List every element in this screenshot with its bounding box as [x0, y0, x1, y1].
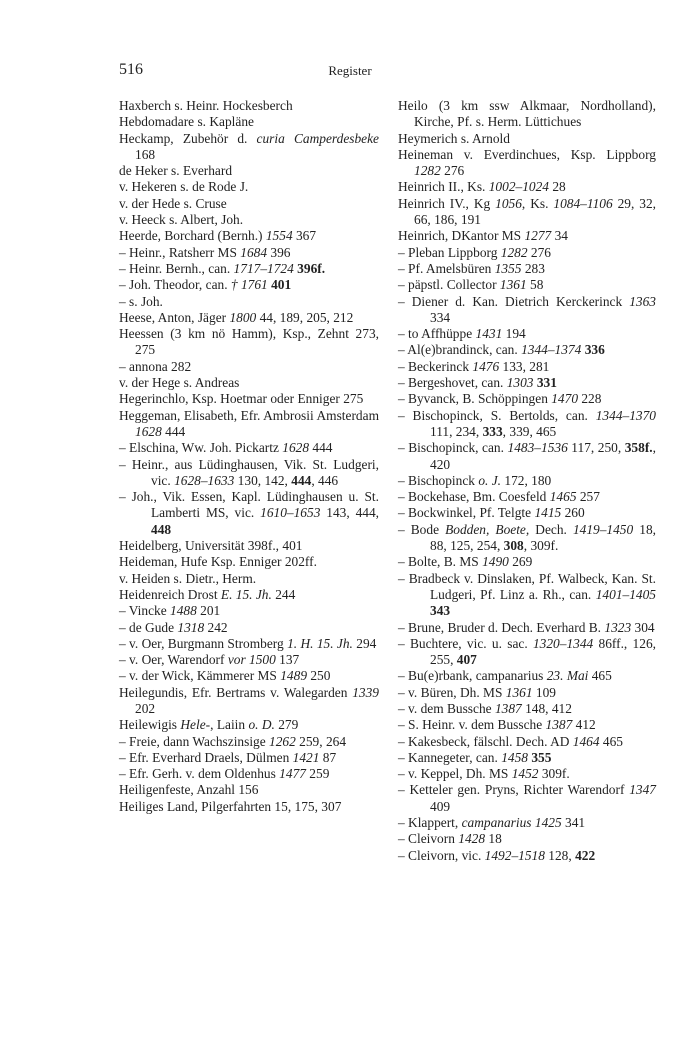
entry-text: – Freie, dann Wachszinsige [119, 733, 270, 749]
entry-text: 1628 [135, 423, 162, 439]
entry-text: 444 [161, 423, 186, 439]
index-subentry [398, 375, 656, 391]
entry-text: 396f. [297, 260, 326, 276]
entry-text: – v. der Wick, Kämmerer MS [119, 668, 281, 684]
entry-text: v. Heeck s. Albert, Joh. [119, 212, 244, 228]
entry-text: 331 [536, 375, 557, 391]
entry-text: 194 [502, 326, 526, 342]
entry-text: 1465 [549, 489, 577, 505]
entry-text: o. J. [478, 472, 502, 488]
entry-text: Heineman v. Everdinchues, Ksp. Lippborg [398, 146, 656, 162]
entry-text: 1387 [545, 717, 573, 733]
entry-text: – Bu(e)rbank, campanarius [398, 668, 547, 684]
index-column-left [119, 98, 379, 815]
index-subentry [398, 848, 656, 864]
entry-text: Heinrich IV., Kg [398, 195, 496, 211]
index-subentry [119, 620, 379, 636]
entry-text: 1470 [551, 391, 579, 407]
entry-text: – Heinr. Bernh., can. [119, 260, 234, 276]
entry-text: , 339, 465 [502, 423, 557, 439]
index-subentry [398, 782, 656, 815]
index-subentry [398, 734, 656, 750]
entry-text: 294 [352, 635, 377, 651]
entry-text: – Ketteler gen. Pryns, Richter Warendorf [398, 782, 630, 798]
entry-text: 257 [576, 489, 600, 505]
entry-text: Hebdomadare s. Kapläne [119, 114, 254, 130]
entry-text: 1282 [414, 163, 441, 179]
entry-text: v. Heiden s. Dietr., Herm. [119, 570, 257, 586]
entry-text: 18 [485, 831, 502, 847]
entry-text: – v. Keppel, Dh. MS [398, 766, 512, 782]
entry-text: campanarius 1425 [461, 815, 562, 831]
entry-text: † 1761 [230, 277, 268, 293]
index-subentry [119, 636, 379, 652]
entry-text: 86ff., 126, 255, [430, 635, 656, 668]
entry-text: , 446 [311, 472, 339, 488]
index-entry [398, 228, 656, 244]
index-entry [119, 538, 379, 554]
entry-text: 367 [292, 228, 317, 244]
index-subentry [398, 440, 656, 473]
index-subentry [398, 571, 656, 620]
entry-text: 1421 [292, 749, 320, 765]
entry-text: 412 [572, 717, 596, 733]
entry-text: – Joh. Theodor, can. [119, 277, 231, 293]
entry-text: – Kakesbeck, fälschl. Dech. AD [398, 733, 573, 749]
entry-text: , 420 [430, 440, 656, 472]
entry-text: 29, 32, 66, 186, 191 [414, 195, 657, 228]
entry-text: 1363 [629, 293, 656, 309]
index-subentry [398, 245, 656, 261]
entry-text: 130, 142, [234, 472, 292, 488]
entry-text: Heese, Anton, Jäger [119, 309, 230, 325]
entry-text: – s. Joh. [119, 293, 163, 309]
entry-text: 1. H. 15. Jh. [287, 635, 353, 651]
running-head: Register [328, 63, 372, 78]
entry-text: 1489 [280, 668, 308, 684]
index-entry [119, 685, 379, 718]
entry-text: 1419–1450 [572, 521, 634, 537]
entry-text: 44, 189, 205, 212 [256, 309, 354, 325]
entry-text: 1323 [604, 619, 632, 635]
entry-text: 1401–1405 [595, 586, 656, 602]
entry-text: 58 [526, 277, 544, 293]
index-subentry [398, 717, 656, 733]
entry-text: – Cleivorn, vic. [398, 847, 485, 863]
entry-text: Heinrich, DKantor MS [398, 228, 525, 244]
entry-text: – Bode [398, 521, 446, 537]
entry-text: 444 [309, 440, 333, 456]
index-subentry [398, 522, 656, 555]
entry-text: Hele- [180, 717, 211, 733]
entry-text: 309f. [538, 766, 570, 782]
entry-text: Heideman, Hufe Ksp. Enniger 202ff. [119, 554, 317, 570]
entry-text: – Efr. Everhard Draels, Dülmen [119, 749, 293, 765]
entry-text: 1282 [500, 244, 528, 260]
index-subentry [398, 277, 656, 293]
entry-text: de Heker s. Everhard [119, 163, 233, 179]
index-subentry [398, 408, 656, 441]
entry-text: 465 [588, 668, 612, 684]
entry-text: 336 [584, 342, 605, 358]
entry-text: Heymerich s. Arnold [398, 130, 510, 146]
entry-text: 1477 [279, 766, 306, 782]
entry-text: 128, [544, 847, 576, 863]
entry-text: – Joh., Vik. Essen, Kapl. Lüdinghausen u. St. Lamberti MS, vic. [119, 489, 379, 521]
index-entry [119, 98, 379, 114]
index-subentry [119, 457, 379, 490]
index-subentry [398, 636, 656, 669]
index-subentry [119, 294, 379, 310]
index-entry [119, 571, 379, 587]
entry-text: 358f. [624, 440, 653, 456]
entry-text: Heckamp, Zubehör d. [119, 130, 257, 146]
index-entry [398, 179, 656, 195]
entry-text: 242 [204, 619, 228, 635]
index-entry [119, 179, 379, 195]
entry-text: , Laiin [210, 717, 249, 733]
entry-text: 1458 [501, 749, 528, 765]
entry-text: 1488 [170, 603, 197, 619]
entry-text: 1344–1374 [521, 342, 582, 358]
entry-text: 23. Mai [546, 668, 589, 684]
entry-text: – v. Oer, Warendorf [119, 652, 228, 668]
entry-text: 34 [551, 228, 568, 244]
entry-text: 1415 [534, 505, 562, 521]
entry-text: Heerde, Borchard (Bernh.) [119, 228, 266, 244]
entry-text: 1684 [240, 244, 268, 260]
index-subentry [398, 815, 656, 831]
entry-text: 269 [508, 554, 533, 570]
index-entry [398, 147, 656, 180]
entry-text: 1800 [229, 309, 257, 325]
index-entry [119, 375, 379, 391]
entry-text: 304 [631, 619, 655, 635]
index-subentry [398, 620, 656, 636]
entry-text: 1355 [494, 260, 522, 276]
page-number: 516 [119, 61, 143, 78]
index-subentry [119, 766, 379, 782]
entry-text: 1717–1724 [233, 260, 294, 276]
entry-text: 465 [599, 733, 623, 749]
entry-text: 1320–1344 [532, 635, 594, 651]
entry-text: 1347 [629, 782, 656, 798]
entry-text: – Bergeshovet, can. [398, 375, 507, 391]
entry-text: – Heinr., Ratsherr MS [119, 244, 241, 260]
index-entry [119, 408, 379, 441]
entry-text: 244 [271, 586, 296, 602]
index-subentry [119, 750, 379, 766]
index-subentry [398, 489, 656, 505]
entry-text: 1361 [499, 277, 527, 293]
index-subentry [398, 750, 656, 766]
entry-text: v. Hekeren s. de Rode J. [119, 179, 249, 195]
entry-text: 341 [561, 815, 586, 831]
index-subentry [119, 489, 379, 538]
entry-text: 276 [527, 244, 551, 260]
entry-text: – Efr. Gerh. v. dem Oldenhus [119, 766, 280, 782]
entry-text: 1361 [505, 684, 533, 700]
entry-text: 137 [275, 652, 300, 668]
entry-text: 409 [430, 798, 451, 814]
entry-text: v. der Hede s. Cruse [119, 195, 227, 211]
entry-text: – Pf. Amelsbüren [398, 260, 495, 276]
index-subentry [398, 294, 656, 327]
index-subentry [398, 359, 656, 375]
entry-text: 172, 180 [501, 472, 552, 488]
entry-text: Dech. [529, 521, 573, 537]
entry-text: Heinrich II., Ks. [398, 179, 489, 195]
entry-text: 1610–1653 [260, 505, 321, 521]
index-subentry [119, 277, 379, 293]
entry-text: 250 [307, 668, 331, 684]
index-subentry [398, 766, 656, 782]
entry-text: – Buchtere, vic. u. sac. [398, 635, 533, 651]
entry-text: 117, 250, [567, 440, 625, 456]
index-entry [119, 554, 379, 570]
entry-text: – Pleban Lippborg [398, 244, 501, 260]
entry-text: 1056 [495, 195, 522, 211]
entry-text: 143, 444, [320, 505, 380, 521]
entry-text: vor 1500 [227, 652, 276, 668]
entry-text: – v. dem Bussche [398, 700, 495, 716]
entry-text: 168 [135, 146, 156, 162]
entry-text: 259, 264 [295, 733, 347, 749]
entry-text: – Cleivorn [398, 831, 459, 847]
entry-text: – S. Heinr. v. dem Bussche [398, 717, 546, 733]
index-entry [119, 212, 379, 228]
entry-text: curia Camperdesbeke [256, 130, 379, 146]
index-subentry [398, 261, 656, 277]
entry-text: – päpstl. Collector [398, 277, 500, 293]
entry-text: Heiligenfeste, Anzahl 156 [119, 782, 259, 798]
index-subentry [398, 554, 656, 570]
entry-text: 308 [503, 538, 524, 554]
entry-text: 1476 [472, 358, 500, 374]
index-entry [398, 98, 656, 131]
entry-text: Heggeman, Elisabeth, Efr. Ambrosii Amsterdam [119, 407, 379, 423]
index-entry [119, 799, 379, 815]
entry-text: – v. Oer, Burgmann Stromberg [119, 635, 288, 651]
index-subentry [398, 473, 656, 489]
entry-text: 87 [319, 749, 337, 765]
entry-text: 111, 234, [430, 423, 483, 439]
entry-text: 1277 [524, 228, 552, 244]
entry-text: 343 [430, 603, 451, 619]
entry-text: Heiliges Land, Pilgerfahrten 15, 175, 307 [119, 798, 342, 814]
index-entry [119, 782, 379, 798]
entry-text: 1428 [458, 831, 486, 847]
entry-text: 1262 [269, 733, 296, 749]
entry-text: 1084–1106 [553, 195, 613, 211]
index-subentry [398, 505, 656, 521]
entry-text: – Brune, Bruder d. Dech. Everhard B. [398, 619, 605, 635]
entry-text: Heilegundis, Efr. Bertrams v. Walegarden [119, 684, 353, 700]
entry-text: 1483–1536 [507, 440, 568, 456]
entry-text: 148, 412 [521, 700, 572, 716]
entry-text: Bodden, Boete, [445, 521, 530, 537]
entry-text: – Bischopinck, can. [398, 440, 508, 456]
entry-text: Heidelberg, Universität 398f., 401 [119, 538, 303, 554]
entry-text: 18, 88, 125, 254, [430, 521, 656, 554]
entry-text: 422 [575, 847, 596, 863]
index-subentry [119, 261, 379, 277]
entry-text: 396 [267, 244, 291, 260]
index-entry [119, 114, 379, 130]
index-subentry [119, 440, 379, 456]
entry-text: – Al(e)brandinck, can. [398, 342, 522, 358]
entry-text: 448 [151, 521, 172, 537]
index-entry [398, 131, 656, 147]
entry-text: 1002–1024 [488, 179, 549, 195]
entry-text: – Bischopinck, S. Bertolds, can. [398, 407, 596, 423]
entry-text: 1464 [572, 733, 600, 749]
entry-text: 333 [482, 423, 503, 439]
index-entry [119, 391, 379, 407]
entry-text: – Bolte, B. MS [398, 554, 483, 570]
entry-text: , Ks. [521, 195, 554, 211]
index-subentry [398, 831, 656, 847]
index-subentry [119, 603, 379, 619]
index-subentry [119, 668, 379, 684]
entry-text: 1387 [494, 700, 522, 716]
index-entry [119, 587, 379, 603]
entry-text: 334 [430, 309, 451, 325]
index-entry [119, 310, 379, 326]
entry-text: – Beckerinck [398, 358, 473, 374]
entry-text: 1339 [352, 684, 379, 700]
entry-text: 228 [578, 391, 602, 407]
entry-text: v. der Hege s. Andreas [119, 375, 240, 391]
index-subentry [398, 685, 656, 701]
entry-text: Heidenreich Drost [119, 586, 221, 602]
entry-text: 1318 [177, 619, 205, 635]
entry-text: – de Gude [119, 619, 178, 635]
entry-text: – Elschina, Ww. Joh. Pickartz [119, 440, 283, 456]
entry-text: , 309f. [523, 538, 559, 554]
index-entry [398, 196, 656, 229]
entry-text: 1490 [482, 554, 509, 570]
index-subentry [398, 668, 656, 684]
entry-text: 1492–1518 [484, 847, 545, 863]
entry-text: o. D. [248, 717, 275, 733]
entry-text: 28 [549, 179, 566, 195]
entry-text: – to Affhüppe [398, 326, 476, 342]
entry-text: 283 [521, 260, 545, 276]
index-subentry [119, 652, 379, 668]
entry-text: Heilo (3 km ssw Alkmaar, Nordholland), Kirche, Pf. s. Herm. Lüttichues [398, 98, 656, 130]
entry-text: – Diener d. Kan. Dietrich Kerckerinck [398, 293, 630, 309]
entry-text: – Bockehase, Bm. Coesfeld [398, 489, 550, 505]
entry-text: 355 [531, 749, 552, 765]
entry-text: – Vincke [119, 603, 171, 619]
entry-text: – Klappert, [398, 815, 462, 831]
index-subentry [119, 245, 379, 261]
entry-text: Heilewigis [119, 717, 181, 733]
entry-text: 202 [135, 700, 156, 716]
entry-text: – Byvanck, B. Schöppingen [398, 391, 552, 407]
index-column-right [398, 98, 656, 864]
entry-text: – annona 282 [119, 358, 192, 374]
entry-text: 276 [440, 163, 465, 179]
index-entry [119, 196, 379, 212]
entry-text: 201 [196, 603, 221, 619]
entry-text: – Bischopinck [398, 472, 479, 488]
index-entry [119, 717, 379, 733]
entry-text: – v. Büren, Dh. MS [398, 684, 506, 700]
entry-text: 1452 [511, 766, 539, 782]
index-entry [119, 228, 379, 244]
entry-text: 1554 [265, 228, 293, 244]
entry-text: 407 [456, 652, 477, 668]
entry-text: 1344–1370 [595, 407, 656, 423]
index-entry [119, 131, 379, 164]
entry-text: 259 [305, 766, 330, 782]
entry-text: 260 [561, 505, 585, 521]
entry-text: 1303 [506, 375, 534, 391]
index-subentry [398, 701, 656, 717]
index-subentry [119, 734, 379, 750]
entry-text: – Kannegeter, can. [398, 749, 502, 765]
entry-text: 444 [291, 472, 312, 488]
entry-text: E. 15. Jh. [220, 586, 272, 602]
entry-text: 133, 281 [499, 358, 550, 374]
entry-text: 1628–1633 [174, 472, 235, 488]
entry-text: 1431 [475, 326, 503, 342]
index-subentry [398, 391, 656, 407]
entry-text: – Heinr., aus Lüdinghausen, Vik. St. Ludgeri, vic. [119, 456, 379, 488]
index-entry [119, 163, 379, 179]
entry-text: 279 [274, 717, 299, 733]
index-subentry [398, 326, 656, 342]
entry-text: – Bockwinkel, Pf. Telgte [398, 505, 535, 521]
index-subentry [398, 342, 656, 358]
index-subentry [119, 359, 379, 375]
entry-text: 1628 [282, 440, 310, 456]
entry-text: Hegerinchlo, Ksp. Hoetmar oder Enniger 275 [119, 391, 364, 407]
index-entry [119, 326, 379, 359]
entry-text: 109 [532, 684, 556, 700]
entry-text: Heessen (3 km nö Hamm), Ksp., Zehnt 273, 275 [119, 326, 379, 358]
entry-text: Haxberch s. Heinr. Hockesberch [119, 98, 293, 113]
entry-text: – Bradbeck v. Dinslaken, Pf. Walbeck, Kan. St. Ludgeri, Pf. Linz a. Rh., can. [398, 570, 656, 602]
entry-text: 401 [271, 277, 292, 293]
